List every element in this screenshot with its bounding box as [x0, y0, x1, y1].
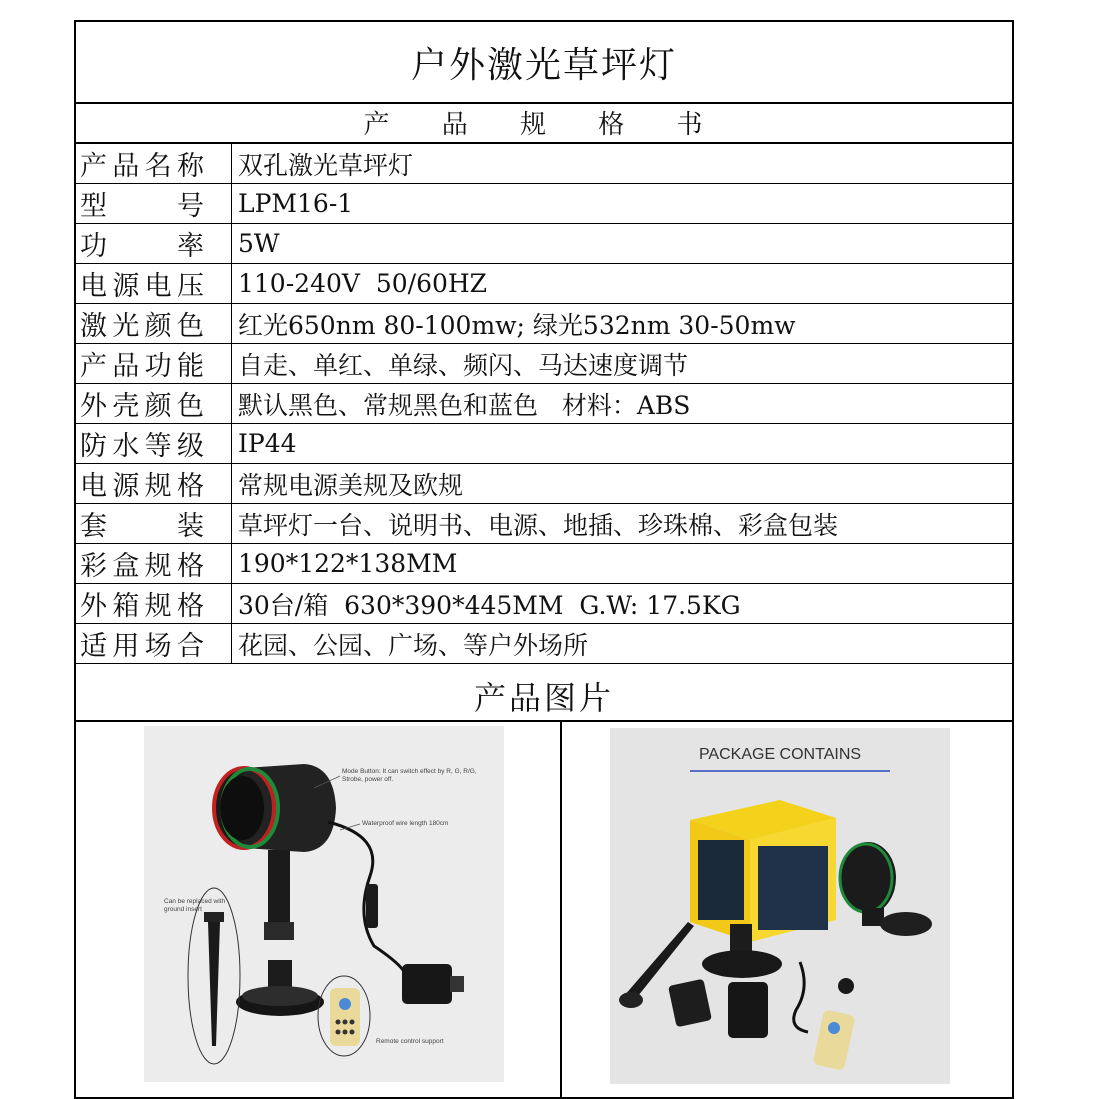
spec-row-power-spec — [76, 464, 1012, 504]
spec-label: 电源电压 — [76, 264, 232, 303]
spec-row-kit — [76, 504, 1012, 544]
spec-label: 电源规格 — [76, 464, 232, 503]
product-photo — [144, 726, 504, 1082]
spec-row-power — [76, 224, 1012, 264]
spec-value: 双孔激光草坪灯 — [238, 150, 414, 180]
spec-row-waterproof — [76, 424, 1012, 464]
document-title: 户外激光草坪灯 — [76, 22, 1012, 104]
spec-value: 默认黑色、常规黑色和蓝色 材料：ABS — [238, 390, 691, 420]
spec-row-voltage — [76, 264, 1012, 304]
spec-value: 草坪灯一台、说明书、电源、地插、珍珠棉、彩盒包装 — [238, 510, 839, 540]
mode-button-caption: Mode Button: It can switch effect by R, G, R/G, Strobe, power off. — [342, 768, 477, 783]
spec-label: 功率 — [76, 224, 232, 263]
spec-value: LPM16-1 — [238, 189, 354, 218]
spec-label: 型号 — [76, 184, 232, 223]
pictures-title: 产品图片 — [76, 672, 1012, 722]
spec-label: 外壳颜色 — [76, 384, 232, 423]
spec-table — [76, 144, 1012, 664]
spec-value: 30台/箱 630*390*445MM G.W: 17.5KG — [238, 590, 741, 620]
spec-value: 110-240V 50/60HZ — [238, 269, 488, 298]
spec-row-name — [76, 144, 1012, 184]
spec-label: 套装 — [76, 504, 232, 543]
spec-value: 5W — [238, 229, 280, 258]
spec-value: IP44 — [238, 429, 297, 458]
spec-value: 自走、单红、单绿、频闪、马达速度调节 — [238, 350, 689, 380]
spec-value: 190*122*138MM — [238, 549, 458, 578]
spec-row-function — [76, 344, 1012, 384]
package-heading-underline — [690, 770, 890, 772]
pictures-divider — [560, 720, 562, 1097]
spec-row-laser-color — [76, 304, 1012, 344]
spec-row-model — [76, 184, 1012, 224]
spec-value: 花园、公园、广场、等户外场所 — [238, 630, 589, 660]
spec-label: 外箱规格 — [76, 584, 232, 623]
spec-label: 适用场合 — [76, 624, 232, 663]
spec-label: 产品名称 — [76, 144, 232, 183]
remote-caption: Remote control support — [376, 1038, 444, 1045]
spec-row-box-size — [76, 544, 1012, 584]
spec-value: 红光650nm 80-100mw; 绿光532nm 30-50mw — [238, 310, 796, 340]
spec-label: 防水等级 — [76, 424, 232, 463]
spec-label: 激光颜色 — [76, 304, 232, 343]
spec-row-carton-size — [76, 584, 1012, 624]
wire-caption: Waterproof wire length 180cm — [362, 820, 449, 827]
spec-value: 常规电源美规及欧规 — [238, 470, 464, 500]
pictures-area — [76, 720, 1012, 1099]
spec-label: 彩盒规格 — [76, 544, 232, 583]
stake-caption: Can be replaced with ground insert — [164, 898, 226, 913]
spec-label: 产品功能 — [76, 344, 232, 383]
package-contents-illustration — [610, 728, 950, 1084]
package-photo — [610, 728, 950, 1084]
document-subtitle: 产 品 规 格 书 — [76, 102, 1012, 144]
spec-row-application — [76, 624, 1012, 664]
package-heading: PACKAGE CONTAINS — [698, 746, 862, 763]
spec-sheet — [74, 20, 1014, 1099]
spec-row-shell-color — [76, 384, 1012, 424]
